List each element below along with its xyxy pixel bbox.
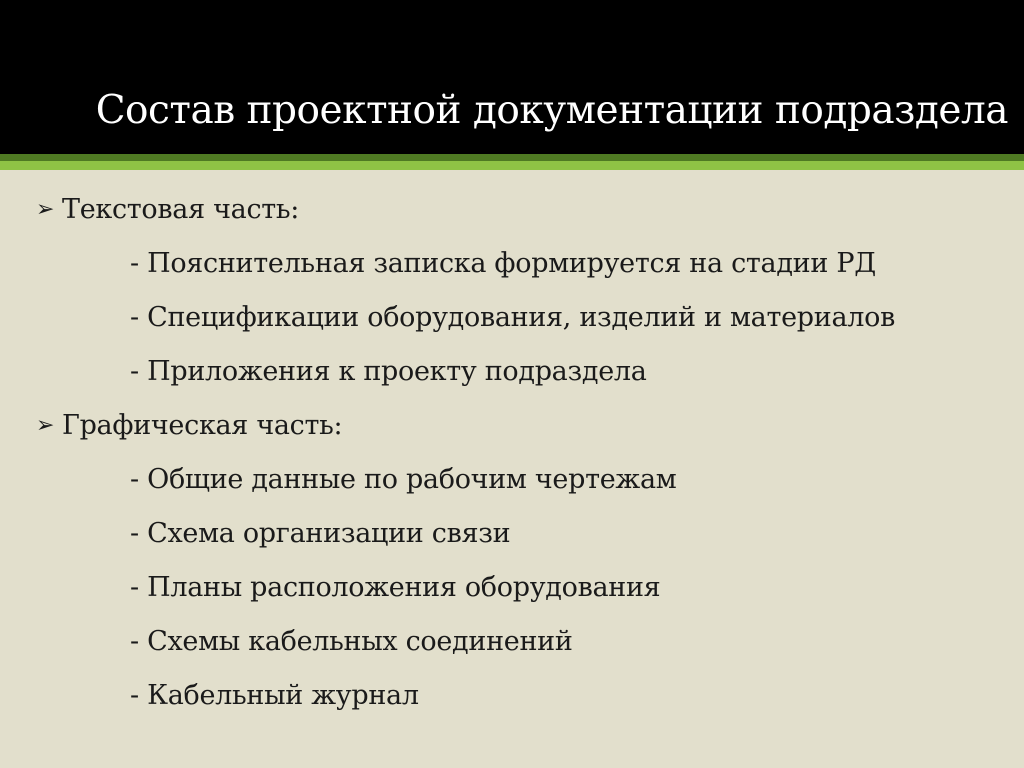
list-item: - Кабельный журнал bbox=[130, 680, 419, 711]
list-item: - Схема организации связи bbox=[130, 518, 511, 549]
list-item: - Общие данные по рабочим чертежам bbox=[130, 464, 677, 495]
arrow-bullet-icon: ➢ bbox=[36, 413, 55, 438]
section-heading-text-part bbox=[36, 196, 299, 223]
list-item: - Приложения к проекту подраздела bbox=[130, 356, 647, 387]
slide-title: Состав проектной документации подраздела bbox=[95, 88, 1008, 133]
section-heading-label: Текстовая часть: bbox=[62, 194, 300, 225]
list-item: - Планы расположения оборудования bbox=[130, 572, 661, 603]
arrow-bullet-icon: ➢ bbox=[36, 197, 55, 222]
section-heading-label: Графическая часть: bbox=[62, 410, 343, 441]
list-item: - Схемы кабельных соединений bbox=[130, 626, 573, 657]
list-item: - Пояснительная записка формируется на стадии РД bbox=[130, 248, 876, 279]
section-heading-graphic-part bbox=[36, 412, 342, 439]
list-item: - Спецификации оборудования, изделий и материалов bbox=[130, 302, 895, 333]
